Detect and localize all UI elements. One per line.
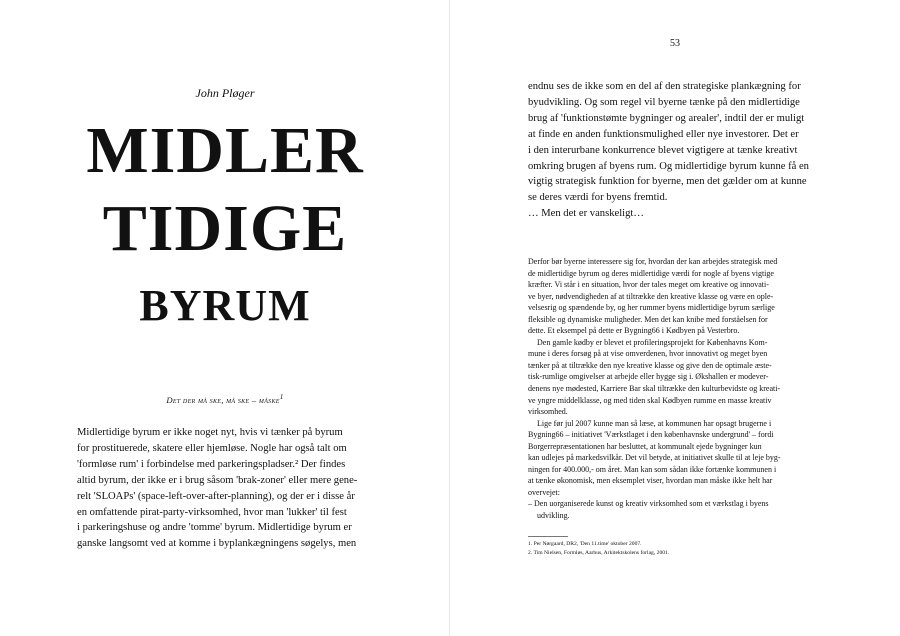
- text-line: ningen for 400.000,- om året. Man kan som sådan ikke fortænke kommunen i: [528, 464, 777, 474]
- text-line: Bygning66 – initiativet 'Værkstlaget i den københavnske undergrund' – fordi: [528, 430, 774, 440]
- title-line-2: TIDIGE: [102, 192, 348, 265]
- text-line: i den interurbane konkurrence blevet vigtigere at tænke kreativt: [528, 144, 798, 156]
- text-line: for prostituerede, skatere eller hjemløse. Nogle har også talt om: [77, 442, 347, 454]
- text-line: udvikling.: [537, 511, 570, 521]
- right-page: [450, 0, 900, 636]
- text-line: de midlertidige byrum og deres midlertidige værdi for nogle af byens vigtige: [528, 268, 774, 278]
- text-line: – Den uorganiserede kunst og kreativ virksomhed som et værkstlag i byens: [528, 499, 769, 509]
- text-line: ve yngre middelklasse, og med tiden skal Kødbyen rumme en masse kreativ: [528, 395, 772, 405]
- text-line: Lige før jul 2007 kunne man så læse, at kommunen har opsagt brugerne i: [537, 418, 772, 428]
- continued-paragraph: [528, 79, 828, 222]
- subtitle: [0, 393, 450, 405]
- text-line: Borgerrepræsentationen har besluttet, at kommunalt ejede bygninger kun: [528, 441, 762, 451]
- body-text: [528, 256, 824, 522]
- text-line: Derfor bør byerne interessere sig for, hvordan der kan arbejdes strategisk med: [528, 257, 778, 266]
- text-line: dette. Et eksempel på dette er Bygning66 i Kødbyen på Vesterbro.: [528, 326, 740, 336]
- text-line: at finde en anden funktionsmulighed eller nye investorer. Det er: [528, 128, 799, 140]
- text-line: virksomhed.: [528, 407, 568, 417]
- title-line-1: MIDLER: [86, 114, 364, 187]
- author-name: John Pløger: [195, 86, 255, 100]
- text-line: at tænke økonomisk, men eksemplet viser, hvordan man måske ikke helt har: [528, 476, 773, 486]
- intro-paragraph: [77, 425, 375, 552]
- text-line: Midlertidige byrum er ikke noget nyt, hvis vi tænker på byrum: [77, 427, 343, 438]
- text-line: fleksible og dynamiske muligheder. Men det kan knibe med forståelsen for: [528, 314, 768, 324]
- text-line: tænker på at tiltrække den nye kreative klasse og give den de optimale æste-: [528, 360, 772, 370]
- text-line: ve byer, nødvendigheden af at tiltrække den kreative klasse og være en ople-: [528, 291, 774, 301]
- text-line: denens nye mødested, Karriere Bar skal tiltrække den kulturbevidste og kreati-: [528, 384, 781, 394]
- text-line: velsesrig og spændende by, og her rummer byens midlertidige byrum særlige: [528, 303, 775, 313]
- text-line: vigtig strategisk funktion for byerne, men det gælder om at kunne: [528, 176, 807, 188]
- text-line: altid byrum, der ikke er i brug såsom 'brak-zoner' eller mere gene-: [77, 474, 358, 486]
- text-line: i parkeringshuse og andre 'tomme' byrum. Midlertidige byrum er: [77, 522, 352, 534]
- title-line-3: BYRUM: [139, 281, 311, 330]
- text-line: brug af 'funktionstømte bygninger og arealer', indtil der er muligt: [528, 112, 805, 124]
- text-line: overvejet:: [528, 487, 560, 497]
- subtitle-text: Det der må ske, må ske – måske: [166, 394, 280, 405]
- text-line: endnu ses de ikke som en del af den strategiske plankægning for: [528, 81, 801, 92]
- footnote-rule: [528, 536, 568, 537]
- text-line: ganske langsomt ved at komme i byplankægningens søgelys, men: [77, 538, 357, 550]
- text-line: en omfattende pirat-party-virksomhed, hvor man 'lukker' til fest: [77, 506, 347, 518]
- text-line: kan udlejes på markedsvilkår. Det vil betyde, at initiativet skulle til at leje byg-: [528, 453, 781, 463]
- page-number: 53: [670, 38, 680, 49]
- text-line: … Men det er vanskeligt…: [528, 208, 644, 220]
- footnote: 1. Per Nørgaard, DR2, 'Den 11.time' oktober 2007.: [528, 541, 642, 547]
- footnote-marker: 1: [279, 393, 284, 401]
- text-line: Den gamle kødby er blevet et profileringsprojekt for Københavns Kom-: [537, 337, 768, 347]
- text-line: relt 'SLOAPs' (space-left-over-after-planning), og der er i disse år: [77, 490, 355, 502]
- text-line: mune i deres forsøg på at vise omverdenen, hvor innovativt og meget byen: [528, 349, 768, 359]
- text-line: se deres værdi for byens fremtid.: [528, 192, 668, 204]
- text-line: omkring brugen af byens rum. Og midlertidige byrum kunne få en: [528, 160, 809, 172]
- footnote: 2. Tim Nielsen, Formløs, Aarhus, Arkitektskolens forlag, 2001.: [528, 549, 670, 556]
- text-line: tisk-rumlige omgivelser at arbejde eller hygge sig i. Økshallen er modever-: [528, 372, 769, 382]
- text-line: 'formløse rum' i forbindelse med parkeringspladser.² Der findes: [77, 458, 346, 470]
- text-line: kræfter. Vi står i en situation, hvor der tales meget om kreative og innovati-: [528, 280, 769, 290]
- footnotes: [528, 540, 824, 557]
- text-line: byudvikling. Og som regel vil byerne tænke på den midlertidige: [528, 96, 800, 108]
